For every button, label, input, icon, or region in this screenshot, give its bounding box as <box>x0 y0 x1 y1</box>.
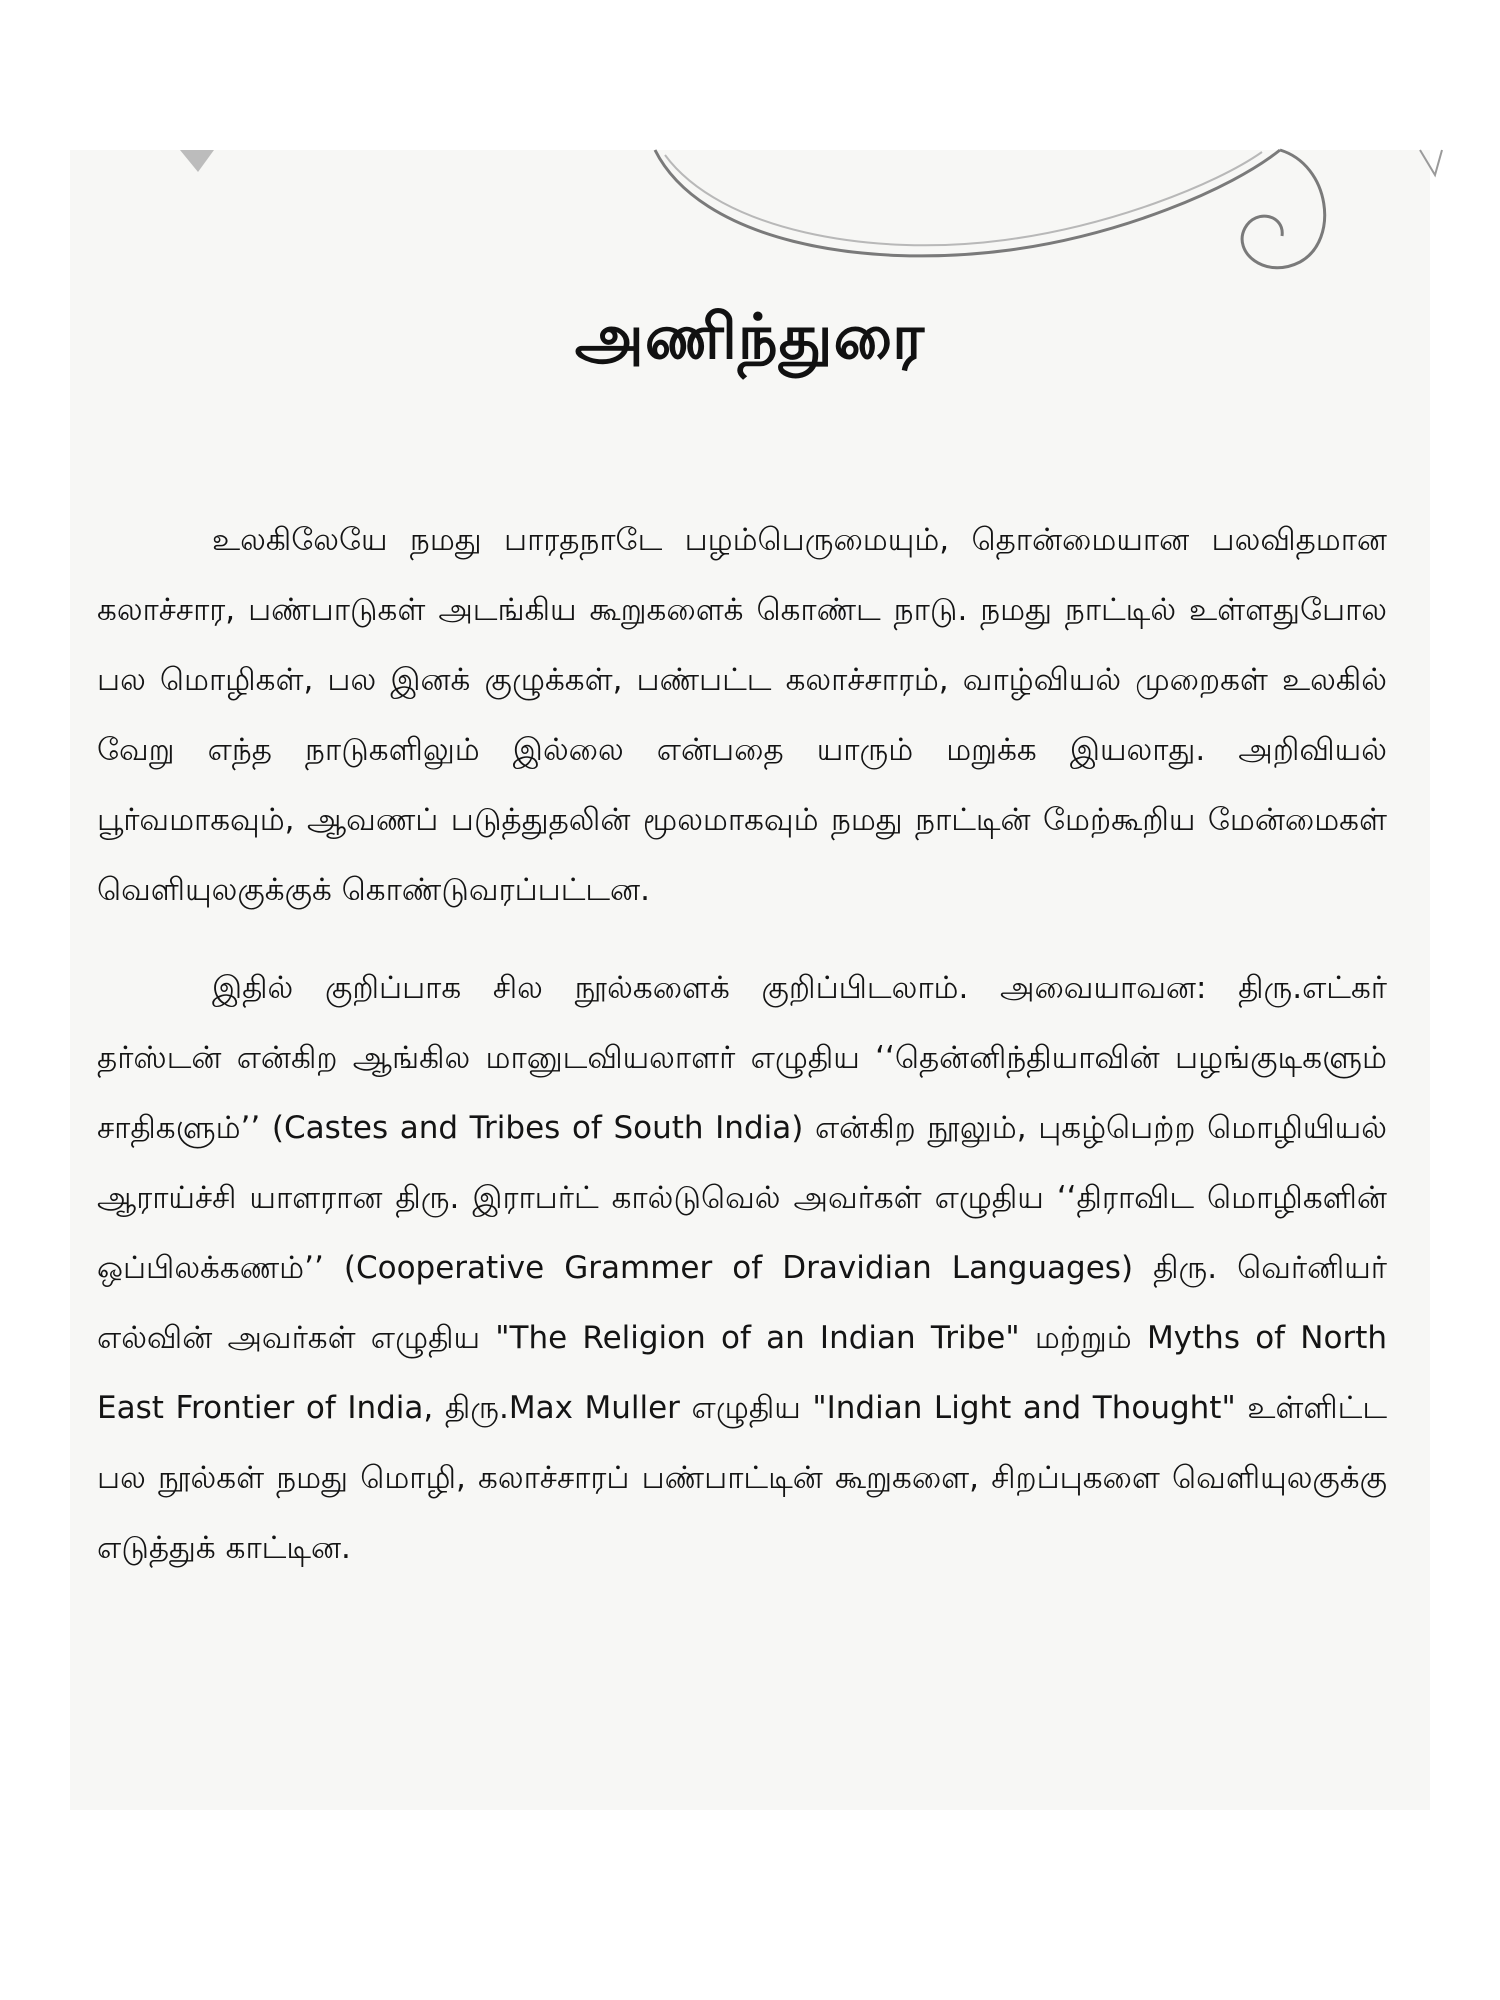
paragraph-1: உலகிலேயே நமது பாரதநாடே பழம்பெருமையும், தொன்மையான பலவிதமான கலாச்சார, பண்பாடுகள் அடங்கிய கூறுகளைக் கொண்ட நாடு. நமது நாட்டில் உள்ளதுபோல பல மொழிகள், பல இனக் குழுக்கள், பண்பட்ட கலாச்சாரம், வாழ்வியல் முறைகள் உலகில் வேறு எந்த நாடுகளிலும் இல்லை என்பதை யாரும் மறுக்க இயலாது. அறிவியல் பூர்வமாகவும், ஆவணப் படுத்துதலின் மூலமாகவும் நமது நாட்டின் மேற்கூறிய மேன்மைகள் வெளியுலகுக்குக் கொண்டுவரப்பட்டன. <box>97 522 1387 908</box>
page-title: அணிந்துரை <box>574 300 926 373</box>
body-text <box>97 505 1387 1583</box>
paragraph-2: இதில் குறிப்பாக சில நூல்களைக் குறிப்பிடலாம். அவையாவன: திரு.எட்கர் தர்ஸ்டன் என்கிற ஆங்கில மானுடவியலாளர் எழுதிய ‘‘தென்னிந்தியாவின் பழங்குடிகளும் சாதிகளும்’’ (Castes and Tribes of South India) என்கிற நூலும், புகழ்பெற்ற மொழியியல் ஆராய்ச்சி யாளரான திரு. இராபர்ட் கால்டுவெல் அவர்கள் எழுதிய ‘‘திராவிட மொழிகளின் ஒப்பிலக்கணம்’’ (Cooperative Grammer of Dravidian Languages) திரு. வெர்னியர் எல்வின் அவர்கள் எழுதிய "The Religion of an Indian Tribe" மற்றும் Myths of North East Frontier of India, திரு.Max Muller எழுதிய "Indian Light and Thought" உள்ளிட்ட பல நூல்கள் நமது மொழி, கலாச்சாரப் பண்பாட்டின் கூறுகளை, சிறப்புகளை வெளியுலகுக்கு எடுத்துக் காட்டின. <box>97 970 1387 1566</box>
decorative-swirl <box>0 0 1500 330</box>
